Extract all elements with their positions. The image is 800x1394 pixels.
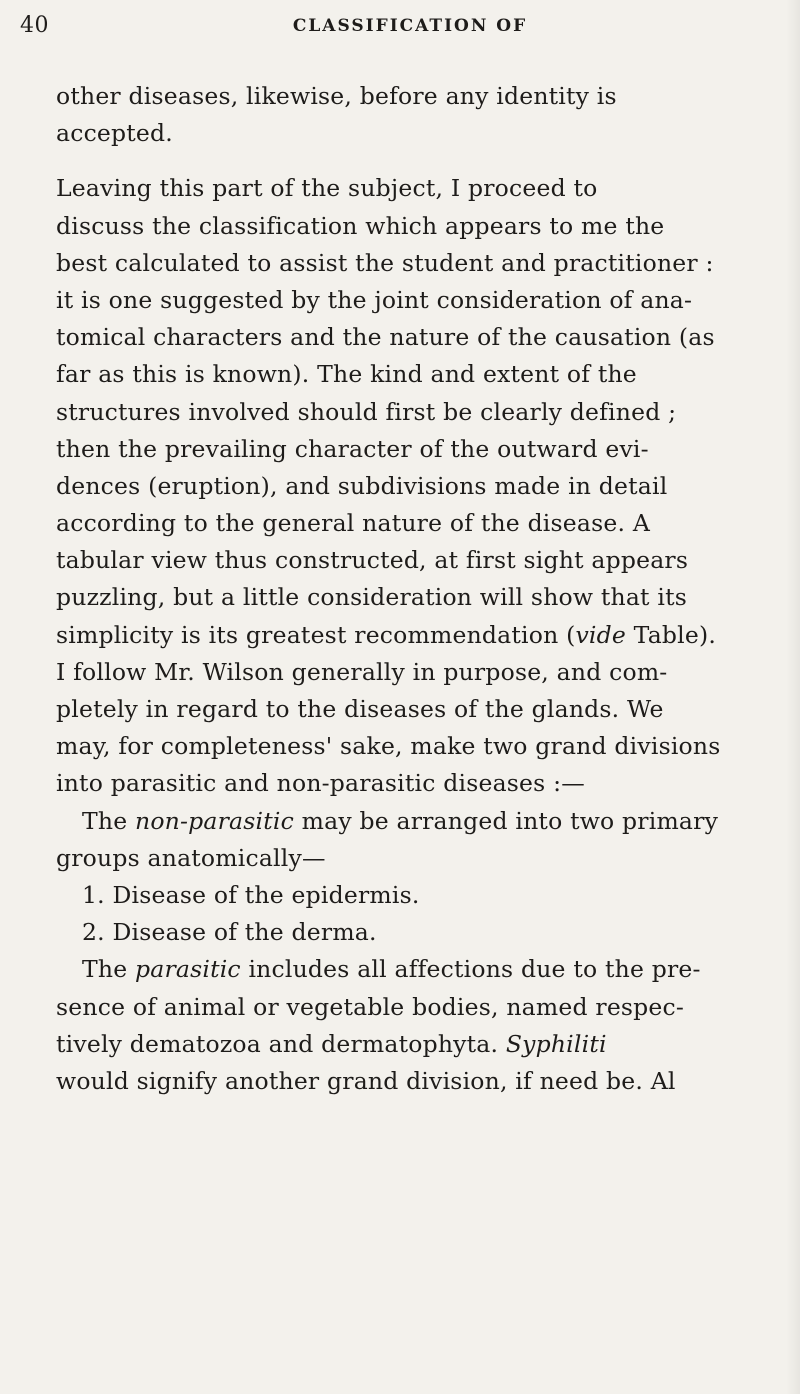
vide-italic: vide [575,620,626,649]
text-fragment: includes all affections due to the pre- [240,955,701,984]
text-fragment: The [82,806,135,835]
running-head [20,6,760,46]
text-line: may, for completeness' sake, make two grand divisions [56,732,721,761]
text-line: then the prevailing character of the outward evi- [56,434,649,463]
text-fragment: may be arranged into two primary [293,806,719,835]
text-fragment: The [82,955,135,984]
text-line: would signify another grand division, if need be. Al [56,1066,676,1095]
text-line: far as this is known). The kind and extent of the [56,360,637,389]
list-item: 1. Disease of the epidermis. [82,880,420,909]
non-parasitic-term: non-parasitic [135,806,294,835]
list-item: 2. Disease of the derma. [82,918,377,947]
text-line: I follow Mr. Wilson generally in purpose, and com- [56,657,668,686]
text-line: it is one suggested by the joint consideration of ana- [56,285,693,314]
running-title: CLASSIFICATION OF [292,16,528,36]
text-line: Leaving this part of the subject, I proceed to [56,174,598,203]
parasitic-term: parasitic [135,955,241,984]
text-line [56,803,798,840]
text-line: groups anatomically— [56,843,326,872]
text-line: best calculated to assist the student and practitioner : [56,248,714,277]
text-line: puzzling, but a little consideration will show that its [56,583,687,612]
page-number: 40 [20,13,49,38]
text-line: pletely in regard to the diseases of the glands. We [56,695,664,723]
text-line: sence of animal or vegetable bodies, named respec- [56,992,685,1021]
text-line: tabular view thus constructed, at first sight appears [56,546,689,575]
text-line: other diseases, likewise, before any identity is [56,82,617,110]
text-fragment: Table). [626,620,717,649]
syphiliti-italic: Syphiliti [505,1029,607,1058]
body-text [56,78,798,1100]
text-line [56,1026,798,1063]
text-line [56,951,798,988]
text-line: tomical characters and the nature of the causation (as [56,323,715,352]
text-line [56,617,798,654]
text-line: into parasitic and non-parasitic diseases :— [56,769,585,798]
text-line: structures involved should first be clearly defined ; [56,397,677,426]
text-line: discuss the classification which appears to me the [56,211,665,240]
text-fragment: simplicity is its greatest recommendation ( [56,620,576,649]
paragraph-gap [56,152,798,170]
text-line: dences (eruption), and subdivisions made in detail [56,471,668,500]
text-fragment: tively dematozoa and dermatophyta. [56,1029,506,1058]
text-line: accepted. [56,119,173,148]
text-line: according to the general nature of the disease. A [56,509,650,538]
